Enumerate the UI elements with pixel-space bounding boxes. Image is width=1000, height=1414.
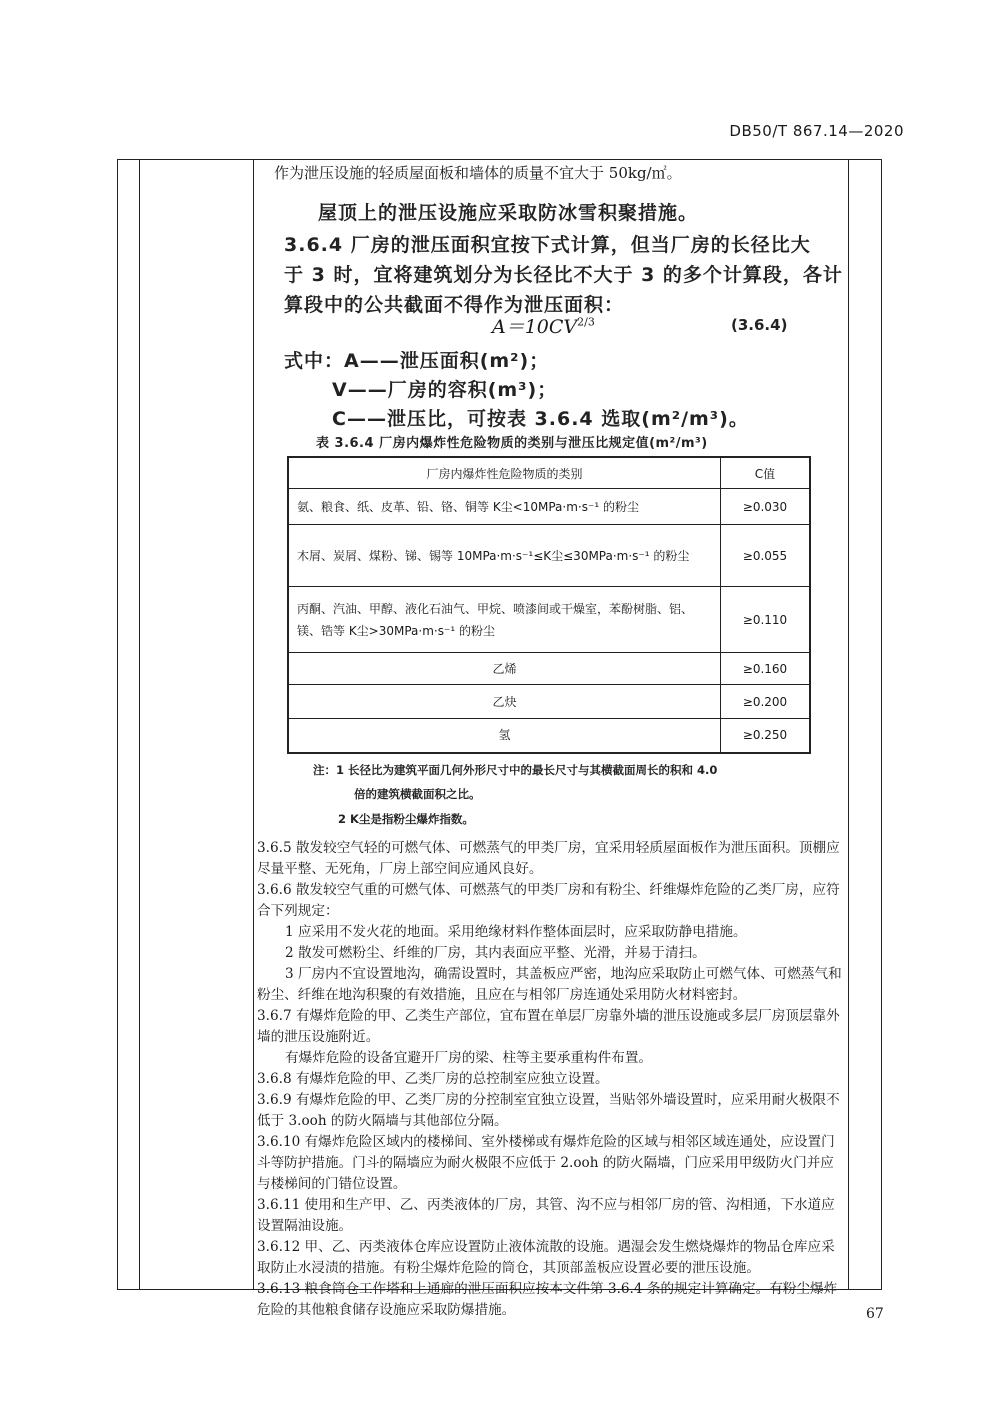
- table-cell-value: ≥0.250: [721, 719, 811, 753]
- table-cell-value: ≥0.110: [721, 587, 811, 653]
- table-row: [288, 653, 810, 685]
- definition-v: V——厂房的容积(m³)；: [332, 379, 558, 401]
- formula-lhs: A＝10CV: [492, 316, 578, 338]
- paragraph-3-6-9: 3.6.9 有爆炸危险的甲、乙类厂房的分控制室宜独立设置，当贴邻外墙设置时，应采用耐火极限不低于 3.ooh 的防火隔墙与其他部位分隔。: [257, 1092, 840, 1129]
- table-cell-category: 氨、粮食、纸、皮革、铅、铬、铜等 K尘<10MPa·m·s⁻¹ 的粉尘: [288, 489, 721, 525]
- table-cell-value: ≥0.200: [721, 685, 811, 719]
- table-row: [288, 525, 810, 587]
- paragraph-3-6-6-item-1: 1 应采用不发火花的地面。采用绝缘材料作整体面层时，应采取防静电措施。: [285, 924, 747, 940]
- table-header-row: [288, 457, 810, 489]
- paragraph-3-6-11: 3.6.11 使用和生产甲、乙、丙类液体的厂房，其管、沟不应与相邻厂房的管、沟相通，下水道应设置隔油设施。: [257, 1197, 835, 1234]
- paragraph-3-6-6-item-3: 3 厂房内不宜设置地沟，确需设置时，其盖板应严密，地沟应采取防止可燃气体、可燃蒸气和粉尘、纤维在地沟积聚的有效措施，且应在与相邻厂房连通处采用防火材料密封。: [257, 966, 842, 1003]
- note-1-line-1: 注：1 长径比为建筑平面几何外形尺寸中的最长尺寸与其横截面周长的积和 4.0: [313, 763, 718, 777]
- pressure-relief-ratio-table: [287, 456, 811, 754]
- frame-left-line: [117, 159, 118, 1290]
- column-line-1: [139, 159, 140, 1290]
- table-row: [288, 587, 810, 653]
- table-caption: 表 3.6.4 厂房内爆炸性危险物质的类别与泄压比规定值(m²/m³): [316, 436, 708, 451]
- table-header-c-value: C值: [721, 457, 811, 489]
- scan-line-1: 作为泄压设施的轻质屋面板和墙体的质量不宜大于 50kg/㎡。: [274, 164, 682, 182]
- paragraph-3-6-6: 3.6.6 散发较空气重的可燃气体、可燃蒸气的甲类厂房和有粉尘、纤维爆炸危险的乙类厂房，应符合下列规定：: [257, 882, 840, 919]
- table-cell-category: 氢: [288, 719, 721, 753]
- formula: [492, 312, 595, 339]
- scan-line-5: 算段中的公共截面不得作为泄压面积：: [284, 294, 625, 316]
- scan-line-4: 于 3 时，宜将建筑划分为长径比不大于 3 的多个计算段，各计: [284, 264, 843, 286]
- table-cell-value: ≥0.160: [721, 653, 811, 685]
- paragraph-3-6-7: 3.6.7 有爆炸危险的甲、乙类生产部位，宜布置在单层厂房靠外墙的泄压设施或多层厂房顶层靠外墙的泄压设施附近。: [257, 1008, 840, 1045]
- formula-number: (3.6.4): [731, 316, 788, 334]
- table-row: [288, 685, 810, 719]
- paragraph-3-6-7-b: 有爆炸危险的设备宜避开厂房的梁、柱等主要承重构件布置。: [285, 1050, 653, 1066]
- table-row: [288, 489, 810, 525]
- table-cell-value: ≥0.030: [721, 489, 811, 525]
- formula-exponent: 2/3: [577, 315, 595, 329]
- definition-c: C——泄压比，可按表 3.6.4 选取(m²/m³)。: [332, 408, 749, 430]
- note-2: 2 K尘是指粉尘爆炸指数。: [338, 812, 474, 826]
- table-header-category: 厂房内爆炸性危险物质的类别: [288, 457, 721, 489]
- column-line-3: [848, 159, 849, 1290]
- page-number: 67: [866, 1306, 884, 1322]
- paragraph-3-6-6-item-2: 2 散发可燃粉尘、纤维的厂房，其内表面应平整、光滑，并易于清扫。: [285, 945, 706, 961]
- definition-a: 式中：A——泄压面积(m²)；: [284, 350, 550, 372]
- table-cell-category: 丙酮、汽油、甲醇、液化石油气、甲烷、喷漆间或干燥室，苯酚树脂、铝、镁、锆等 K尘>30MPa·m·s⁻¹ 的粉尘: [288, 587, 721, 653]
- table-cell-category: 木屑、炭屑、煤粉、锑、锡等 10MPa·m·s⁻¹≤K尘≤30MPa·m·s⁻¹ 的粉尘: [288, 525, 721, 587]
- column-line-2: [253, 159, 254, 1290]
- table-row: [288, 719, 810, 753]
- table-cell-category: 乙炔: [288, 685, 721, 719]
- paragraph-3-6-10: 3.6.10 有爆炸危险区域内的楼梯间、室外楼梯或有爆炸危险的区域与相邻区域连通处，应设置门斗等防护措施。门斗的隔墙应为耐火极限不应低于 2.ooh 的防火隔墙，门应采用甲级防火门并应与楼梯间的门错位设置。: [257, 1134, 835, 1192]
- note-1-line-2: 倍的建筑横截面积之比。: [354, 787, 481, 801]
- table-cell-category: 乙烯: [288, 653, 721, 685]
- scan-line-2: 屋顶上的泄压设施应采取防冰雪积聚措施。: [318, 202, 699, 224]
- paragraph-3-6-8: 3.6.8 有爆炸危险的甲、乙类厂房的总控制室应独立设置。: [257, 1071, 609, 1087]
- paragraph-3-6-12: 3.6.12 甲、乙、丙类液体仓库应设置防止液体流散的设施。遇湿会发生燃烧爆炸的物品仓库应采取防止水浸渍的措施。有粉尘爆炸危险的筒仓，其顶部盖板应设置必要的泄压设施。: [257, 1239, 835, 1276]
- table-cell-value: ≥0.055: [721, 525, 811, 587]
- document-code: DB50/T 867.14—2020: [729, 122, 904, 140]
- paragraph-3-6-5: 3.6.5 散发较空气轻的可燃气体、可燃蒸气的甲类厂房，宜采用轻质屋面板作为泄压面积。顶棚应尽量平整、无死角，厂房上部空间应通风良好。: [257, 840, 840, 877]
- scan-line-3: 3.6.4 厂房的泄压面积宜按下式计算，但当厂房的长径比大: [284, 234, 811, 256]
- frame-top-line: [117, 159, 882, 160]
- frame-right-line: [881, 159, 882, 1290]
